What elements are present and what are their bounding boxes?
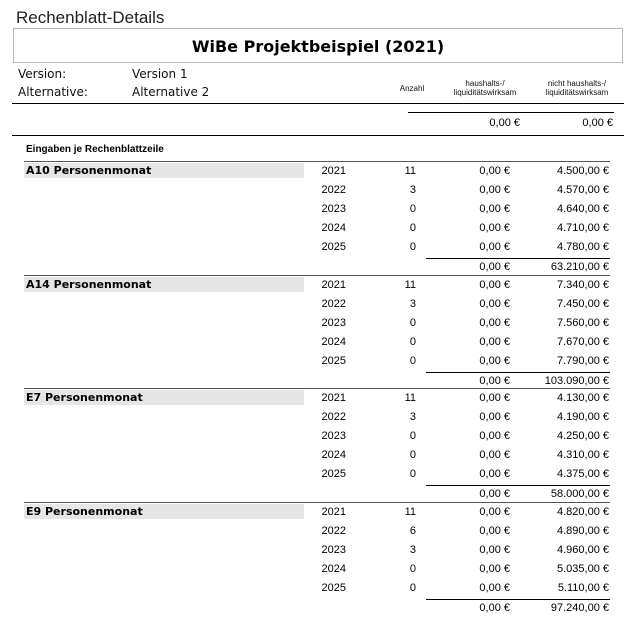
row-haushalts: 0,00 € [479, 184, 510, 196]
row-haushalts: 0,00 € [479, 241, 510, 253]
row-year: 2024 [321, 222, 346, 234]
row-nicht: 4.780,00 € [557, 241, 609, 253]
row-anzahl: 0 [409, 222, 416, 234]
row-anzahl: 11 [404, 506, 416, 518]
row-haushalts: 0,00 € [479, 430, 510, 442]
group-total-line [426, 372, 610, 373]
row-nicht: 4.640,00 € [557, 203, 609, 215]
group-header [24, 163, 304, 178]
row-haushalts: 0,00 € [479, 317, 510, 329]
row-anzahl: 3 [409, 544, 416, 556]
group-header [24, 504, 304, 519]
page-heading: Rechenblatt-Details [16, 8, 165, 27]
row-haushalts: 0,00 € [479, 506, 510, 518]
row-anzahl: 3 [409, 298, 416, 310]
grand-total-nicht: 0,00 € [582, 117, 613, 129]
row-year: 2024 [321, 563, 346, 575]
row-year: 2021 [321, 165, 346, 177]
row-anzahl: 6 [409, 525, 416, 537]
row-nicht: 4.890,00 € [557, 525, 609, 537]
row-nicht: 4.570,00 € [557, 184, 609, 196]
row-anzahl: 0 [409, 336, 416, 348]
row-nicht: 7.450,00 € [557, 298, 609, 310]
row-year: 2022 [321, 298, 346, 310]
row-anzahl: 11 [404, 279, 416, 291]
row-year: 2022 [321, 184, 346, 196]
section-label: Eingaben je Rechenblattzeile [26, 144, 164, 155]
row-haushalts: 0,00 € [479, 449, 510, 461]
row-anzahl: 0 [409, 241, 416, 253]
row-haushalts: 0,00 € [479, 525, 510, 537]
row-haushalts: 0,00 € [479, 544, 510, 556]
row-anzahl: 0 [409, 203, 416, 215]
column-header-haushalts-line2: liquiditätswirksam [453, 88, 517, 97]
row-year: 2024 [321, 449, 346, 461]
row-nicht: 7.340,00 € [557, 279, 609, 291]
column-header-nicht-line1: nicht haushalts-/ [547, 79, 607, 88]
row-haushalts: 0,00 € [479, 336, 510, 348]
version-value: Version 1 [132, 67, 188, 81]
group-total-line [426, 599, 610, 600]
column-header-haushalts-line1: haushalts-/ [465, 79, 505, 88]
report-title: WiBe Projektbeispiel (2021) [191, 37, 445, 56]
row-year: 2021 [321, 392, 346, 404]
row-nicht: 7.560,00 € [557, 317, 609, 329]
column-header-nicht-haushalts [523, 79, 631, 97]
row-haushalts: 0,00 € [479, 279, 510, 291]
group-name: A14 Personenmonat [26, 278, 152, 291]
row-nicht: 7.790,00 € [557, 355, 609, 367]
version-label: Version: [18, 67, 67, 81]
row-year: 2025 [321, 355, 346, 367]
group-total-line [426, 258, 610, 259]
row-anzahl: 0 [409, 355, 416, 367]
row-haushalts: 0,00 € [479, 222, 510, 234]
row-anzahl: 3 [409, 411, 416, 423]
group-total-nicht: 97.240,00 € [550, 602, 609, 614]
row-nicht: 7.670,00 € [557, 336, 609, 348]
row-nicht: 4.710,00 € [557, 222, 609, 234]
row-nicht: 4.960,00 € [557, 544, 609, 556]
row-year: 2023 [321, 203, 346, 215]
row-year: 2023 [321, 544, 346, 556]
grand-total-haushalts: 0,00 € [489, 117, 520, 129]
row-haushalts: 0,00 € [479, 563, 510, 575]
grand-total-line [408, 112, 614, 113]
row-haushalts: 0,00 € [479, 411, 510, 423]
row-haushalts: 0,00 € [479, 165, 510, 177]
group-top-line [24, 275, 610, 276]
group-name: E7 Personenmonat [26, 391, 143, 404]
group-name: E9 Personenmonat [26, 505, 143, 518]
column-header-anzahl: Anzahl [399, 84, 425, 93]
alternative-value: Alternative 2 [132, 85, 210, 99]
alternative-label: Alternative: [18, 85, 88, 99]
row-haushalts: 0,00 € [479, 468, 510, 480]
row-year: 2021 [321, 279, 346, 291]
group-header [24, 390, 304, 405]
column-header-haushalts [438, 79, 532, 97]
row-haushalts: 0,00 € [479, 582, 510, 594]
group-top-line [24, 502, 610, 503]
row-anzahl: 0 [409, 317, 416, 329]
group-total-nicht: 103.090,00 € [544, 375, 609, 387]
row-anzahl: 11 [404, 165, 416, 177]
group-total-haushalts: 0,00 € [479, 602, 510, 614]
row-anzahl: 0 [409, 563, 416, 575]
row-haushalts: 0,00 € [479, 203, 510, 215]
row-nicht: 4.190,00 € [557, 411, 609, 423]
group-total-haushalts: 0,00 € [479, 375, 510, 387]
group-total-haushalts: 0,00 € [479, 488, 510, 500]
row-year: 2025 [321, 241, 346, 253]
row-nicht: 4.500,00 € [557, 165, 609, 177]
section-divider [12, 135, 624, 136]
row-anzahl: 11 [404, 392, 416, 404]
header-divider [12, 103, 624, 104]
row-haushalts: 0,00 € [479, 298, 510, 310]
row-haushalts: 0,00 € [479, 355, 510, 367]
row-year: 2023 [321, 317, 346, 329]
group-header [24, 277, 304, 292]
row-nicht: 4.820,00 € [557, 506, 609, 518]
row-anzahl: 0 [409, 582, 416, 594]
row-nicht: 4.310,00 € [557, 449, 609, 461]
report-title-box [13, 28, 623, 63]
row-anzahl: 3 [409, 184, 416, 196]
group-total-nicht: 58.000,00 € [550, 488, 609, 500]
row-nicht: 5.035,00 € [557, 563, 609, 575]
row-year: 2022 [321, 525, 346, 537]
row-nicht: 4.130,00 € [557, 392, 609, 404]
row-haushalts: 0,00 € [479, 392, 510, 404]
group-top-line [24, 388, 610, 389]
row-nicht: 4.375,00 € [557, 468, 609, 480]
row-anzahl: 0 [409, 430, 416, 442]
row-year: 2022 [321, 411, 346, 423]
group-total-line [426, 485, 610, 486]
row-year: 2025 [321, 582, 346, 594]
row-nicht: 5.110,00 € [557, 582, 609, 594]
row-anzahl: 0 [409, 449, 416, 461]
row-year: 2021 [321, 506, 346, 518]
row-year: 2024 [321, 336, 346, 348]
row-nicht: 4.250,00 € [557, 430, 609, 442]
column-header-nicht-line2: liquiditätswirksam [545, 88, 609, 97]
group-top-line [24, 161, 610, 162]
group-name: A10 Personenmonat [26, 164, 152, 177]
group-total-haushalts: 0,00 € [479, 261, 510, 273]
group-total-nicht: 63.210,00 € [550, 261, 609, 273]
row-year: 2025 [321, 468, 346, 480]
row-year: 2023 [321, 430, 346, 442]
row-anzahl: 0 [409, 468, 416, 480]
